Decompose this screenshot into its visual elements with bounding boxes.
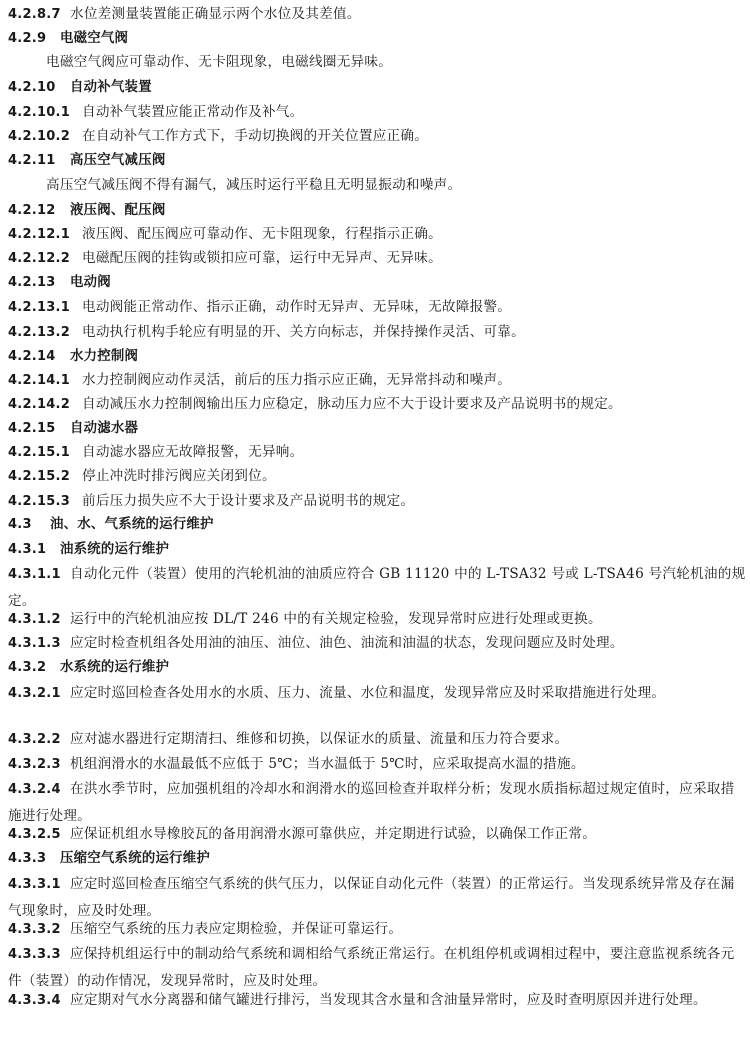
section-heading: [8, 344, 746, 369]
clause-number: 4.3.3.3: [8, 947, 61, 962]
clause-number: 4.2.15.1: [8, 445, 71, 460]
clause-number: 4.3.1.2: [8, 612, 61, 627]
clause-text: 自动滤水器应无故障报警，无异响。: [82, 444, 304, 460]
clause-item: [8, 246, 746, 271]
clause-text: 运行中的汽轮机油应按 DL/T 246 中的有关规定检验，发现异常时应进行处理或更换。: [70, 611, 602, 627]
clause-number: 4.3.2.2: [8, 732, 61, 747]
clause-number: 4.2.12.1: [8, 227, 71, 242]
clause-text: 机组润滑水的水温最低不应低于 5℃；当水温低于 5℃时，应采取提高水温的措施。: [70, 756, 585, 772]
clause-item: [8, 607, 746, 632]
clause-number: 4.2.13.1: [8, 300, 71, 315]
section-heading: [8, 416, 746, 441]
clause-text: 应定期对气水分离器和储气罐进行排污，当发现其含水量和含油量异常时，应及时查明原因并进行处理。: [70, 992, 707, 1008]
clause-number: 4.2.13: [8, 275, 56, 290]
clause-text: 液压阀、配压阀应可靠动作、无卡阻现象，行程指示正确。: [82, 226, 442, 242]
clause-item: [8, 392, 746, 417]
clause-text: 压缩空气系统的压力表应定期检验，并保证可靠运行。: [70, 921, 403, 937]
clause-item: [8, 987, 746, 1014]
clause-item: [8, 631, 746, 656]
clause-item: [8, 917, 746, 942]
clause-number: 4.2.10: [8, 80, 56, 95]
heading-text: 电动阀: [70, 275, 111, 290]
clause-item: [8, 680, 746, 707]
heading-text: 压缩空气系统的运行维护: [60, 851, 211, 866]
clause-item: [8, 222, 746, 247]
heading-text: 油系统的运行维护: [60, 542, 170, 557]
clause-number: 4.3.3.4: [8, 993, 61, 1008]
clause-number: 4.3.2.4: [8, 782, 61, 797]
clause-item: [8, 320, 746, 345]
clause-number: 4.2.15: [8, 421, 56, 436]
clause-text: 水力控制阀应动作灵活，前后的压力指示应正确，无异常抖动和噪声。: [82, 372, 512, 388]
clause-item: [8, 368, 746, 393]
clause-text: 应定时巡回检查压缩空气系统的供气压力，以保证自动化元件（装置）的正常运行。当发现系统异常及存在漏气现象时，应及时处理。: [8, 876, 735, 919]
clause-number: 4.3: [8, 517, 32, 532]
section-heading: [8, 198, 746, 223]
section-paragraph: [46, 173, 746, 197]
clause-item: [8, 295, 746, 320]
section-heading: [8, 537, 746, 562]
clause-item: [8, 440, 746, 465]
section-heading: [8, 26, 746, 51]
clause-item: [8, 464, 746, 489]
clause-number: 4.3.1.3: [8, 636, 61, 651]
clause-number: 4.2.11: [8, 153, 56, 168]
clause-text: 应保持机组运行中的制动给气系统和调相给气系统正常运行。在机组停机或调相过程中，要注意监视系统各元件（装置）的动作情况，发现异常时，应及时处理。: [8, 946, 735, 989]
heading-text: 自动补气装置: [70, 80, 152, 95]
clause-number: 4.2.15.3: [8, 494, 71, 509]
clause-number: 4.2.8.7: [8, 7, 61, 22]
clause-item: [8, 124, 746, 149]
clause-number: 4.2.14: [8, 349, 56, 364]
clause-text: 自动化元件（装置）使用的汽轮机油的油质应符合 GB 11120 中的 L-TSA32 号或 L-TSA46 号汽轮机油的规定。: [8, 566, 746, 609]
section-heading: [8, 655, 746, 680]
clause-number: 4.3.3.1: [8, 877, 61, 892]
clause-item: [8, 822, 746, 847]
clause-number: 4.2.9: [8, 31, 47, 46]
clause-number: 4.3.2.1: [8, 686, 61, 701]
section-heading: [8, 846, 746, 871]
clause-item: [8, 752, 746, 777]
section-paragraph: [46, 50, 746, 74]
clause-text: 高压空气减压阀不得有漏气，减压时运行平稳且无明显振动和噪声。: [46, 177, 462, 193]
clause-item: [8, 2, 746, 27]
section-heading: [8, 270, 746, 295]
section-heading: [8, 512, 746, 537]
clause-number: 4.3.1.1: [8, 567, 61, 582]
clause-number: 4.3.2: [8, 660, 47, 675]
clause-text: 电磁配压阀的挂钩或锁扣应可靠，运行中无异声、无异味。: [82, 250, 442, 266]
heading-text: 自动滤水器: [70, 421, 139, 436]
clause-number: 4.2.13.2: [8, 325, 71, 340]
clause-text: 应对滤水器进行定期清扫、维修和切换，以保证水的质量、流量和压力符合要求。: [70, 731, 569, 747]
clause-text: 应定时检查机组各处用油的油压、油位、油色、油流和油温的状态，发现问题应及时处理。: [70, 635, 624, 651]
clause-number: 4.3.3.2: [8, 922, 61, 937]
clause-item: [8, 100, 746, 125]
clause-text: 在洪水季节时，应加强机组的冷却水和润滑水的巡回检查并取样分析；发现水质指标超过规定值时，应采取措施进行处理。: [8, 781, 735, 824]
clause-number: 4.2.10.1: [8, 105, 71, 120]
clause-text: 应定时巡回检查各处用水的水质、压力、流量、水位和温度，发现异常应及时采取措施进行处理。: [70, 685, 666, 701]
clause-number: 4.3.2.3: [8, 757, 61, 772]
clause-text: 应保证机组水导橡胶瓦的备用润滑水源可靠供应，并定期进行试验，以确保工作正常。: [70, 826, 597, 842]
heading-text: 油、水、气系统的运行维护: [50, 517, 214, 532]
clause-number: 4.2.15.2: [8, 469, 71, 484]
heading-text: 高压空气减压阀: [70, 153, 166, 168]
clause-text: 电动阀能正常动作、指示正确，动作时无异声、无异味，无故障报警。: [82, 299, 512, 315]
clause-number: 4.3.2.5: [8, 827, 61, 842]
clause-text: 自动减压水力控制阀输出压力应稳定，脉动压力应不大于设计要求及产品说明书的规定。: [82, 396, 622, 412]
clause-text: 停止冲洗时排污阀应关闭到位。: [82, 468, 276, 484]
clause-item: [8, 727, 746, 752]
clause-text: 前后压力损失应不大于设计要求及产品说明书的规定。: [82, 493, 415, 509]
clause-number: 4.2.10.2: [8, 129, 71, 144]
clause-number: 4.2.12.2: [8, 251, 71, 266]
clause-text: 在自动补气工作方式下，手动切换阀的开关位置应正确。: [82, 128, 429, 144]
section-heading: [8, 75, 746, 100]
heading-text: 水系统的运行维护: [60, 660, 170, 675]
clause-text: 水位差测量装置能正确显示两个水位及其差值。: [70, 6, 361, 22]
clause-number: 4.3.1: [8, 542, 47, 557]
heading-text: 液压阀、配压阀: [70, 203, 166, 218]
heading-text: 电磁空气阀: [60, 31, 129, 46]
section-heading: [8, 148, 746, 173]
clause-number: 4.2.14.1: [8, 373, 71, 388]
clause-text: 自动补气装置应能正常动作及补气。: [82, 104, 304, 120]
clause-number: 4.2.12: [8, 203, 56, 218]
clause-text: 电动执行机构手轮应有明显的开、关方向标志，并保持操作灵活、可靠。: [82, 324, 525, 340]
clause-number: 4.3.3: [8, 851, 47, 866]
heading-text: 水力控制阀: [70, 349, 139, 364]
clause-number: 4.2.14.2: [8, 397, 71, 412]
clause-text: 电磁空气阀应可靠动作、无卡阻现象，电磁线圈无异味。: [46, 54, 393, 70]
clause-item: [8, 489, 746, 514]
